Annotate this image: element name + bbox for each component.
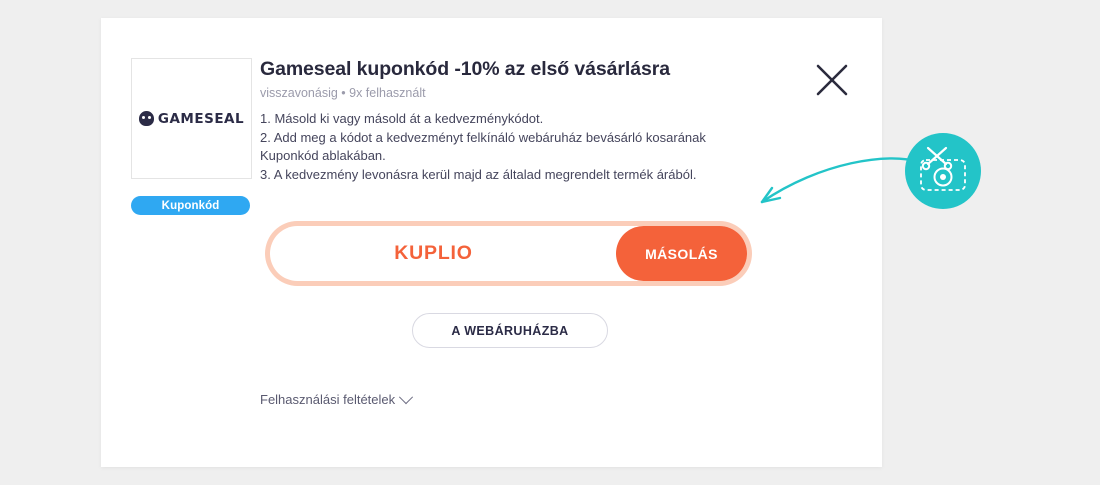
coupon-instruction-1: 1. Másold ki vagy másold át a kedvezménykódot. [260,111,544,126]
coupon-modal [101,18,882,467]
brand-logo [131,58,252,179]
coupon-instruction-3: 3. A kedvezmény levonásra kerül majd az általad megrendelt termék árából. [260,166,697,182]
scissors-eye-icon [905,133,981,209]
gameseal-seal-icon [139,111,154,126]
coupon-meta: visszavonásig • 9x felhasznált [260,86,426,100]
coupon-instruction-2-cont: Kuponkód ablakában. [260,148,386,163]
terms-label: Felhasználási feltételek [260,392,396,407]
coupon-title: Gameseal kuponkód -10% az első vásárlásra [260,58,670,80]
coupon-instruction-2: 2. Add meg a kódot a kedvezményt felkínáló webáruház bevásárló kosarának [260,129,706,145]
terms-toggle[interactable] [260,392,411,407]
copy-code-button[interactable]: MÁSOLÁS [616,226,747,281]
brand-logo-text: GAMESEAL [157,110,245,127]
chevron-down-icon [399,390,413,404]
coupon-code-bar[interactable] [265,221,752,286]
coupon-type-badge: Kuponkód [131,196,250,215]
coupon-details [260,58,820,184]
go-to-shop-button[interactable]: A WEBÁRUHÁZBA [412,313,608,348]
coupon-code-value: KUPLIO [394,242,473,264]
